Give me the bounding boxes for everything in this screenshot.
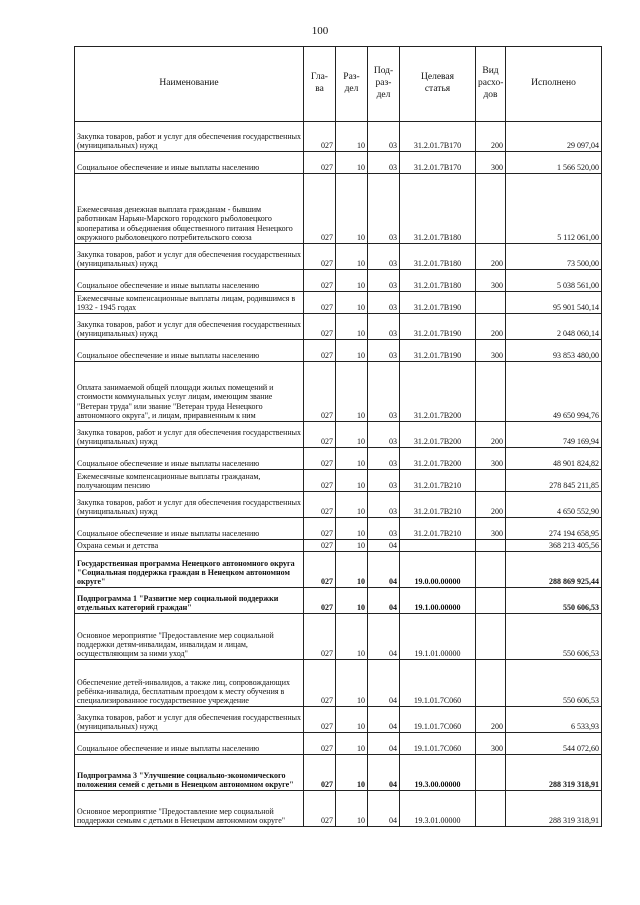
row-exp-type: 200	[476, 422, 506, 448]
row-podrazdel: 03	[368, 174, 400, 244]
row-target: 19.1.01.00000	[400, 614, 476, 660]
row-target: 31.2.01.7В210	[400, 518, 476, 540]
row-exp-type: 300	[476, 340, 506, 362]
row-glava: 027	[304, 122, 336, 152]
row-podrazdel: 03	[368, 492, 400, 518]
row-glava: 027	[304, 614, 336, 660]
row-target: 31.2.01.7В180	[400, 244, 476, 270]
row-glava: 027	[304, 362, 336, 422]
row-glava: 027	[304, 755, 336, 791]
row-executed: 93 853 480,00	[506, 340, 602, 362]
header-exp-type: Вид расхо- дов	[476, 47, 506, 122]
row-podrazdel: 03	[368, 122, 400, 152]
row-razdel: 10	[336, 314, 368, 340]
row-razdel: 10	[336, 492, 368, 518]
row-name: Подпрограмма 1 "Развитие мер социальной поддержки отдельных категорий граждан"	[75, 588, 304, 614]
row-razdel: 10	[336, 614, 368, 660]
row-razdel: 10	[336, 660, 368, 707]
row-exp-type	[476, 791, 506, 827]
row-name: Закупка товаров, работ и услуг для обеспечения государственных (муниципальных) нужд	[75, 122, 304, 152]
table-row	[75, 292, 602, 314]
table-row	[75, 733, 602, 755]
row-exp-type: 200	[476, 314, 506, 340]
row-executed: 29 097,04	[506, 122, 602, 152]
row-executed: 5 038 561,00	[506, 270, 602, 292]
table-row	[75, 340, 602, 362]
table-row	[75, 492, 602, 518]
header-glava: Гла- ва	[304, 47, 336, 122]
row-razdel: 10	[336, 244, 368, 270]
table-row	[75, 152, 602, 174]
row-executed: 278 845 211,85	[506, 470, 602, 492]
row-executed: 49 650 994,76	[506, 362, 602, 422]
table-row	[75, 540, 602, 552]
page-number: 100	[311, 25, 329, 37]
row-razdel: 10	[336, 448, 368, 470]
row-executed: 550 606,53	[506, 614, 602, 660]
table-header-row	[75, 47, 602, 122]
row-target	[400, 540, 476, 552]
row-executed: 95 901 540,14	[506, 292, 602, 314]
row-podrazdel: 03	[368, 470, 400, 492]
table-row	[75, 614, 602, 660]
row-name: Социальное обеспечение и иные выплаты населению	[75, 340, 304, 362]
row-executed: 550 606,53	[506, 588, 602, 614]
table-row	[75, 314, 602, 340]
row-executed: 73 500,00	[506, 244, 602, 270]
row-target: 19.1.01.7С060	[400, 660, 476, 707]
row-podrazdel: 04	[368, 614, 400, 660]
table-row	[75, 588, 602, 614]
table-row	[75, 122, 602, 152]
row-name: Социальное обеспечение и иные выплаты населению	[75, 152, 304, 174]
row-podrazdel: 04	[368, 660, 400, 707]
row-razdel: 10	[336, 292, 368, 314]
row-name: Закупка товаров, работ и услуг для обеспечения государственных (муниципальных) нужд	[75, 244, 304, 270]
row-executed: 288 319 318,91	[506, 791, 602, 827]
budget-table	[74, 46, 602, 827]
row-razdel: 10	[336, 362, 368, 422]
row-glava: 027	[304, 270, 336, 292]
table-row	[75, 518, 602, 540]
row-target: 19.3.00.00000	[400, 755, 476, 791]
table-row	[75, 470, 602, 492]
table-row	[75, 244, 602, 270]
row-executed: 749 169,94	[506, 422, 602, 448]
row-exp-type	[476, 362, 506, 422]
row-glava: 027	[304, 552, 336, 588]
table-row	[75, 755, 602, 791]
row-glava: 027	[304, 340, 336, 362]
table-row	[75, 270, 602, 292]
row-name: Закупка товаров, работ и услуг для обеспечения государственных (муниципальных) нужд	[75, 314, 304, 340]
row-exp-type	[476, 552, 506, 588]
row-razdel: 10	[336, 588, 368, 614]
row-razdel: 10	[336, 540, 368, 552]
row-podrazdel: 04	[368, 707, 400, 733]
row-name: Государственная программа Ненецкого автономного округа "Социальная поддержка граждан в Ненецком автономном округе"	[75, 552, 304, 588]
row-glava: 027	[304, 470, 336, 492]
row-razdel: 10	[336, 707, 368, 733]
row-razdel: 10	[336, 518, 368, 540]
row-podrazdel: 03	[368, 292, 400, 314]
row-name: Обеспечение детей-инвалидов, а также лиц, сопровождающих ребёнка-инвалида, бесплатным проездом к месту обучения в специализированное государственное учреждение	[75, 660, 304, 707]
row-glava: 027	[304, 588, 336, 614]
row-executed: 544 072,60	[506, 733, 602, 755]
row-executed: 2 048 060,14	[506, 314, 602, 340]
row-podrazdel: 04	[368, 733, 400, 755]
row-executed: 48 901 824,82	[506, 448, 602, 470]
row-podrazdel: 04	[368, 552, 400, 588]
row-razdel: 10	[336, 470, 368, 492]
row-exp-type: 300	[476, 270, 506, 292]
row-target: 19.1.01.7С060	[400, 733, 476, 755]
row-podrazdel: 03	[368, 422, 400, 448]
row-name: Закупка товаров, работ и услуг для обеспечения государственных (муниципальных) нужд	[75, 422, 304, 448]
table-row	[75, 707, 602, 733]
row-executed: 288 869 925,44	[506, 552, 602, 588]
row-executed: 274 194 658,95	[506, 518, 602, 540]
header-executed: Исполнено	[506, 47, 602, 122]
row-target: 19.3.01.00000	[400, 791, 476, 827]
row-exp-type	[476, 588, 506, 614]
row-name: Социальное обеспечение и иные выплаты населению	[75, 448, 304, 470]
row-podrazdel: 04	[368, 755, 400, 791]
row-exp-type	[476, 540, 506, 552]
row-target: 31.2.01.7В190	[400, 314, 476, 340]
row-name: Социальное обеспечение и иные выплаты населению	[75, 518, 304, 540]
row-podrazdel: 03	[368, 362, 400, 422]
row-exp-type	[476, 292, 506, 314]
row-podrazdel: 03	[368, 152, 400, 174]
row-target: 31.2.01.7В180	[400, 174, 476, 244]
row-glava: 027	[304, 174, 336, 244]
row-glava: 027	[304, 422, 336, 448]
row-razdel: 10	[336, 755, 368, 791]
row-glava: 027	[304, 540, 336, 552]
row-name: Оплата занимаемой общей площади жилых помещений и стоимости коммунальных услуг лицам, имеющим звание "Ветеран труда" или звание "Ветеран труда Ненецкого автономного округа", и лицам, приравненным к ним	[75, 362, 304, 422]
table-row	[75, 660, 602, 707]
row-razdel: 10	[336, 340, 368, 362]
row-target: 31.2.01.7В170	[400, 122, 476, 152]
row-exp-type	[476, 470, 506, 492]
row-glava: 027	[304, 518, 336, 540]
row-name: Ежемесячные компенсационные выплаты лицам, родившимся в 1932 - 1945 годах	[75, 292, 304, 314]
row-exp-type: 200	[476, 707, 506, 733]
row-name: Основное мероприятие "Предоставление мер социальной поддержки семьям с детьми в Ненецком автономном округе"	[75, 791, 304, 827]
row-glava: 027	[304, 660, 336, 707]
row-podrazdel: 03	[368, 270, 400, 292]
row-glava: 027	[304, 733, 336, 755]
row-target: 31.2.01.7В200	[400, 448, 476, 470]
row-name: Социальное обеспечение и иные выплаты населению	[75, 733, 304, 755]
row-target: 31.2.01.7В170	[400, 152, 476, 174]
row-name: Социальное обеспечение и иные выплаты населению	[75, 270, 304, 292]
header-podrazdel: Под- раз- дел	[368, 47, 400, 122]
row-exp-type	[476, 174, 506, 244]
row-executed: 288 319 318,91	[506, 755, 602, 791]
row-executed: 6 533,93	[506, 707, 602, 733]
row-target: 19.1.00.00000	[400, 588, 476, 614]
row-exp-type	[476, 614, 506, 660]
row-exp-type: 300	[476, 518, 506, 540]
row-podrazdel: 03	[368, 448, 400, 470]
table-row	[75, 791, 602, 827]
row-name: Ежемесячная денежная выплата гражданам - бывшим работникам Нарьян-Марского городского рыболовецкого кооператива и объединения общественного питания Ненецкого окружного рыболовецкого потребительского союза	[75, 174, 304, 244]
row-exp-type: 300	[476, 733, 506, 755]
row-razdel: 10	[336, 733, 368, 755]
row-razdel: 10	[336, 174, 368, 244]
row-target: 31.2.01.7В190	[400, 340, 476, 362]
row-podrazdel: 03	[368, 518, 400, 540]
row-podrazdel: 04	[368, 791, 400, 827]
header-target: Целевая статья	[400, 47, 476, 122]
row-target: 31.2.01.7В190	[400, 292, 476, 314]
row-exp-type	[476, 660, 506, 707]
row-target: 19.1.01.7С060	[400, 707, 476, 733]
row-target: 31.2.01.7В200	[400, 422, 476, 448]
row-executed: 4 650 552,90	[506, 492, 602, 518]
row-name: Основное мероприятие "Предоставление мер социальной поддержки детям-инвалидам, инвалидам и лицам, осуществляющим за ними уход"	[75, 614, 304, 660]
row-exp-type: 200	[476, 244, 506, 270]
table-row	[75, 448, 602, 470]
row-razdel: 10	[336, 152, 368, 174]
header-razdel: Раз- дел	[336, 47, 368, 122]
table-row	[75, 362, 602, 422]
row-glava: 027	[304, 707, 336, 733]
row-exp-type: 200	[476, 122, 506, 152]
row-exp-type: 200	[476, 492, 506, 518]
row-razdel: 10	[336, 270, 368, 292]
row-glava: 027	[304, 448, 336, 470]
row-exp-type	[476, 755, 506, 791]
header-name: Наименование	[75, 47, 304, 122]
row-executed: 368 213 405,56	[506, 540, 602, 552]
row-exp-type: 300	[476, 448, 506, 470]
row-target: 31.2.01.7В210	[400, 492, 476, 518]
row-razdel: 10	[336, 422, 368, 448]
row-podrazdel: 03	[368, 244, 400, 270]
row-name: Охрана семьи и детства	[75, 540, 304, 552]
row-podrazdel: 04	[368, 588, 400, 614]
row-name: Закупка товаров, работ и услуг для обеспечения государственных (муниципальных) нужд	[75, 707, 304, 733]
row-podrazdel: 03	[368, 340, 400, 362]
table-row	[75, 174, 602, 244]
row-target: 31.2.01.7В180	[400, 270, 476, 292]
row-glava: 027	[304, 492, 336, 518]
row-name: Ежемесячные компенсационные выплаты гражданам, получающим пенсию	[75, 470, 304, 492]
row-glava: 027	[304, 314, 336, 340]
row-name: Подпрограмма 3 "Улучшение социально-экономического положения семей с детьми в Ненецком автономном округе"	[75, 755, 304, 791]
table-row	[75, 422, 602, 448]
row-glava: 027	[304, 152, 336, 174]
row-name: Закупка товаров, работ и услуг для обеспечения государственных (муниципальных) нужд	[75, 492, 304, 518]
row-executed: 550 606,53	[506, 660, 602, 707]
row-target: 31.2.01.7В200	[400, 362, 476, 422]
row-razdel: 10	[336, 122, 368, 152]
row-executed: 5 112 061,00	[506, 174, 602, 244]
row-exp-type: 300	[476, 152, 506, 174]
row-glava: 027	[304, 292, 336, 314]
row-razdel: 10	[336, 552, 368, 588]
row-executed: 1 566 520,00	[506, 152, 602, 174]
row-target: 31.2.01.7В210	[400, 470, 476, 492]
row-target: 19.0.00.00000	[400, 552, 476, 588]
row-razdel: 10	[336, 791, 368, 827]
row-glava: 027	[304, 791, 336, 827]
row-glava: 027	[304, 244, 336, 270]
row-podrazdel: 04	[368, 540, 400, 552]
row-podrazdel: 03	[368, 314, 400, 340]
table-row	[75, 552, 602, 588]
